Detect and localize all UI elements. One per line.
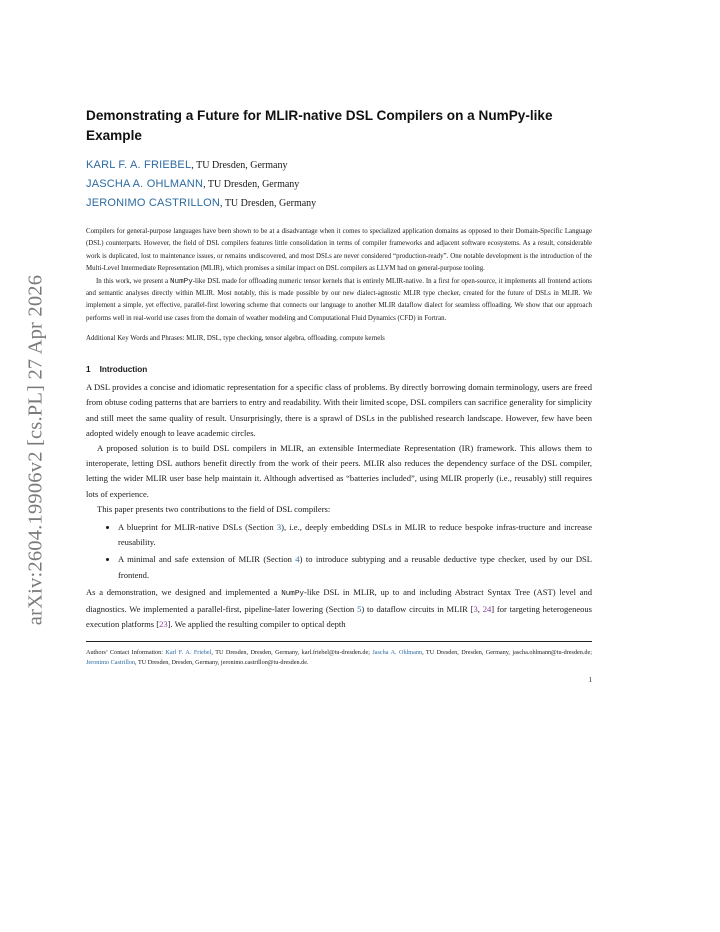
author-entry	[86, 175, 592, 194]
footnote-text: , TU Dresden, Dresden, Germany, jascha.ohlmann@tu-dresden.de;	[422, 648, 592, 656]
contribution-list	[86, 520, 592, 583]
section-title: Introduction	[99, 365, 148, 375]
body-paragraph: This paper presents two contributions to the field of DSL compilers:	[97, 503, 331, 514]
footnote-divider	[86, 641, 592, 642]
abstract-text: -like DSL made for offloading numeric tensor kernels that is entirely MLIR-native. In a first for open-source, it implements all frontend actions and semantic analyses directly within MLIR. Most notably, this is made possible by our new dialect-agnostic MLIR type checker, created for the future of DSLs in MLIR. We implement a simple, yet effective, parallel-first lowering scheme that connects our language to another MLIR dataflow dialect for seamless offloading. We show that our approach performs well in real-world use cases from the domain of weather modeling and Computational Fluid Dynamics (CFD) in Fortran.	[86, 277, 592, 322]
author-affiliation: , TU Dresden, Germany	[203, 179, 300, 190]
author-link[interactable]: Karl F. A. Friebel	[165, 648, 212, 656]
arxiv-sidebar	[18, 250, 54, 650]
body-text: -like DSL in MLIR, up to and including Abstract Syntax Tree (AST) level and diagnostics. We implemented a parallel-first, pipeline-later lowering (Section	[86, 586, 593, 615]
author-name: KARL F. A. FRIEBEL	[86, 159, 192, 171]
list-item	[118, 520, 592, 550]
body-text: ] for targeting heterogeneous execution platforms [	[86, 604, 593, 630]
code-term: NumPy	[281, 589, 304, 598]
list-item	[118, 552, 592, 582]
author-affiliation: , TU Dresden, Germany	[220, 198, 317, 209]
author-name: JERONIMO CASTRILLON	[86, 197, 220, 209]
abstract-paragraph: Compilers for general-purpose languages have been shown to be at a disadvantage when it comes to specialized application domains as opposed to their Domain-Specific Language (DSL) counterparts. However, the field of DSL compilers features little consolidation in terms of compiler frameworks and adjacent software ecosystems. As a result, considerable work is duplicated, lost to maintenance issues, or remains undiscovered, and most DSLs are never considered “production-ready”. One notable development is the introduction of the Multi-Level Intermediate Representation (MLIR), which promises a similar impact on DSL compilers as LLVM had on general-purpose tooling.	[86, 228, 592, 273]
body-paragraph	[86, 585, 592, 633]
abstract-paragraph	[86, 276, 592, 326]
body-paragraph: A DSL provides a concise and idiomatic representation for a specific class of problems. By directly borrowing domain terminology, users are freed from obtuse coding patterns that are barriers to entry and readability. With their limited scope, DSL compilers can sacrifice generality for simplicity and still meet the same quality of result. Unsurprisingly, there is a sprawl of DSLs in the published research landscape. However, few have been adopted widely enough to leave academic circles.	[86, 382, 592, 438]
footnote-text: , TU Dresden, Dresden, Germany, karl.friebel@tu-dresden.de;	[211, 648, 373, 656]
code-term: NumPy	[169, 277, 193, 286]
page-number: 1	[588, 676, 592, 685]
list-text: ) to introduce subtyping and a reusable deductive type checker, used by our DSL frontend.	[118, 554, 592, 580]
author-entry	[86, 194, 592, 213]
section-number: 1	[86, 365, 91, 375]
author-name: JASCHA A. OHLMANN	[86, 178, 204, 190]
paper-title: Demonstrating a Future for MLIR-native DSL Compilers on a NumPy-like Example	[86, 108, 553, 143]
body-text: ) to dataflow circuits in MLIR [	[361, 604, 474, 615]
list-text: ), i.e., deeply embedding DSLs in MLIR to reduce bespoke infras-tructure and increase reusability.	[118, 522, 592, 548]
author-affiliation: , TU Dresden, Germany	[191, 160, 288, 171]
paper-content	[86, 106, 593, 685]
citation-link[interactable]: 3	[473, 604, 478, 615]
section-heading	[86, 365, 592, 374]
keywords: Additional Key Words and Phrases: MLIR, DSL, type checking, tensor algebra, offloading, compute kernels	[86, 335, 385, 343]
body-text: ,	[477, 604, 483, 615]
abstract	[86, 226, 592, 325]
footnote-text: , TU Dresden, Dresden, Germany, jeronimo.castrillon@tu-dresden.de.	[134, 658, 309, 666]
citation-link[interactable]: 24	[482, 604, 492, 615]
author-link[interactable]: Jascha A. Ohlmann	[372, 648, 423, 656]
section-link[interactable]: 4	[295, 554, 300, 565]
section-link[interactable]: 3	[276, 522, 282, 533]
author-contact-footnote	[86, 648, 592, 669]
section-body	[86, 380, 592, 632]
author-link[interactable]: Jeronimo Castrillon	[86, 658, 135, 666]
footnote-text: Authors’ Contact Information:	[86, 648, 166, 656]
citation-link[interactable]: 23	[159, 619, 168, 630]
arxiv-identifier: arXiv:2604.19906v2 [cs.PL] 27 Apr 2026	[24, 274, 47, 626]
author-entry	[86, 156, 592, 175]
list-text: A blueprint for MLIR-native DSLs (Section	[118, 522, 277, 533]
body-paragraph: A proposed solution is to build DSL compilers in MLIR, an extensible Intermediate Representation (IR) framework. This allows them to interoperate, letting DSL authors benefit directly from the work of their peers. MLIR also reduces the dependency surface of the DSL compiler, letting the wider MLIR user base help maintain it. Although advertised as “batteries included”, using MLIR properly (i.e., reusably) still requires lots of experience.	[86, 443, 592, 499]
author-list	[86, 156, 592, 213]
body-text: As a demonstration, we designed and implemented a	[86, 586, 282, 597]
body-text: ]. We applied the resulting compiler to optical depth	[167, 619, 346, 630]
list-text: A minimal and safe extension of MLIR (Section	[118, 554, 296, 565]
section-link[interactable]: 5	[357, 604, 362, 615]
abstract-text: In this work, we present a	[96, 277, 170, 285]
